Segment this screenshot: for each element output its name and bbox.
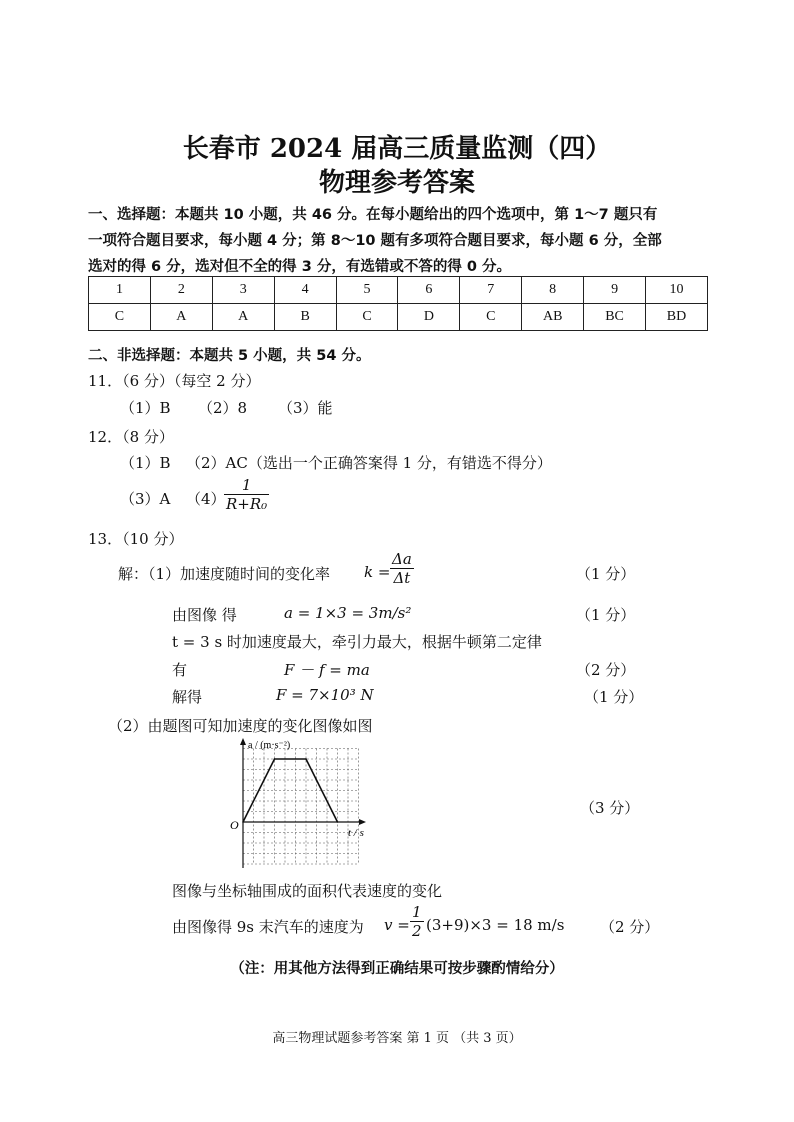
question-number: 5	[336, 277, 398, 304]
q13-line6: 图像与坐标轴围成的面积代表速度的变化	[172, 882, 443, 900]
q13-line7-label: 由图像得 9s 末汽车的速度为	[172, 918, 364, 936]
answer-cell: BC	[584, 304, 646, 331]
graph-score: （3 分）	[580, 799, 640, 817]
q13-line7-v	[384, 916, 410, 934]
answer-cell: C	[336, 304, 398, 331]
answer-cell: A	[212, 304, 274, 331]
acceleration-time-graph	[226, 736, 376, 872]
q13-line5-score: （1 分）	[584, 688, 644, 706]
question-number: 8	[522, 277, 584, 304]
q13-line5-eq	[276, 686, 374, 704]
q12-answer-2: （2）AC（选出一个正确答案得 1 分，有错选不得分）	[186, 454, 552, 472]
q12-answer-1: （1）B	[120, 454, 171, 472]
q13-line7-rest: (3+9)×3 = 18 m/s	[426, 916, 565, 934]
v-symbol: v =	[384, 916, 410, 934]
q11-heading: 11．（6 分）（每空 2 分）	[88, 372, 261, 390]
page-footer: 高三物理试题参考答案 第 1 页 （共 3 页）	[272, 1031, 522, 1046]
q13-heading: 13．（10 分）	[88, 530, 184, 548]
q13-line1-label: 解：（1）加速度随时间的变化率	[118, 565, 331, 583]
graph-grid	[243, 749, 359, 865]
q13-part2-heading: （2）由题图可知加速度的变化图像如图	[108, 717, 373, 735]
fraction-numerator: 1	[224, 476, 269, 495]
q13-line3: t = 3 s 时加速度最大，牵引力最大，根据牛顿第二定律	[172, 633, 542, 651]
q13-line7-fraction	[410, 903, 424, 940]
table-row	[89, 304, 708, 331]
section1-line2: 一项符合题目要求，每小题 4 分；第 8～10 题有多项符合题目要求，每小题 6 分，全部	[88, 233, 662, 249]
answer-cell: C	[89, 304, 151, 331]
question-number: 10	[646, 277, 708, 304]
question-number: 1	[89, 277, 151, 304]
fraction-denominator: Δt	[393, 569, 411, 587]
x-axis-arrow-icon	[359, 819, 366, 825]
data-point	[274, 758, 276, 760]
section1-line3: 选对的得 6 分，选对但不全的得 3 分，有选错或不答的得 0 分。	[88, 259, 512, 275]
fraction-denominator: R+R₀	[226, 495, 268, 513]
fraction-numerator: Δa	[392, 550, 412, 568]
q12-answer-4-label: （4）	[186, 490, 226, 508]
question-number: 9	[584, 277, 646, 304]
q12-answer-3: （3）A	[120, 490, 171, 508]
fraction-numerator: 1	[412, 903, 422, 921]
q13-line1-k	[364, 563, 390, 581]
q11-answer-3: （3）能	[278, 399, 333, 417]
q12-answer-4-fraction	[224, 476, 269, 513]
fraction-denominator: 2	[412, 922, 422, 940]
table-row	[89, 277, 708, 304]
data-point	[337, 821, 339, 823]
q13-line4-eq	[284, 659, 370, 680]
equation: a = 1×3 = 3m/s²	[284, 604, 412, 622]
answer-cell: AB	[522, 304, 584, 331]
equation: F － f = ma	[284, 661, 370, 679]
q11-answer-1: （1）B	[120, 399, 171, 417]
answer-cell: BD	[646, 304, 708, 331]
k-symbol: k =	[364, 563, 391, 581]
q13-line2-eq	[284, 604, 411, 622]
answer-cell: D	[398, 304, 460, 331]
q13-line1-fraction	[390, 550, 414, 587]
page-title: 长春市 2024 届高三质量监测（四）	[182, 134, 612, 164]
x-axis-label: t / s	[348, 827, 364, 839]
question-number: 4	[274, 277, 336, 304]
data-point	[305, 758, 307, 760]
y-axis-arrow-icon	[240, 738, 246, 745]
answer-cell: A	[150, 304, 212, 331]
answer-cell: B	[274, 304, 336, 331]
answer-table	[88, 276, 708, 331]
section2-heading: 二、非选择题：本题共 5 小题，共 54 分。	[88, 348, 371, 364]
question-number: 2	[150, 277, 212, 304]
q13-line7-score: （2 分）	[600, 918, 660, 936]
data-point	[242, 821, 244, 823]
question-number: 3	[212, 277, 274, 304]
y-axis-label: a / (m·s⁻²)	[248, 740, 291, 751]
q13-line4-label: 有	[172, 661, 188, 679]
q12-heading: 12．（8 分）	[88, 428, 174, 446]
section1-line1: 一、选择题：本题共 10 小题，共 46 分。在每小题给出的四个选项中，第 1～7 题只有	[88, 207, 658, 223]
q13-line2-label: 由图像 得	[172, 606, 237, 624]
question-number: 7	[460, 277, 522, 304]
equation: F = 7×10³ N	[276, 686, 374, 704]
q13-line2-score: （1 分）	[576, 606, 636, 624]
q11-answer-2: （2）8	[198, 399, 248, 417]
grading-note: （注：用其他方法得到正确结果可按步骤酌情给分）	[230, 961, 564, 977]
q13-line4-score: （2 分）	[576, 661, 636, 679]
q13-line5-label: 解得	[172, 688, 203, 706]
q13-line1-score: （1 分）	[576, 565, 636, 583]
page-subtitle: 物理参考答案	[318, 168, 475, 198]
question-number: 6	[398, 277, 460, 304]
origin-label: O	[230, 818, 239, 832]
answer-cell: C	[460, 304, 522, 331]
